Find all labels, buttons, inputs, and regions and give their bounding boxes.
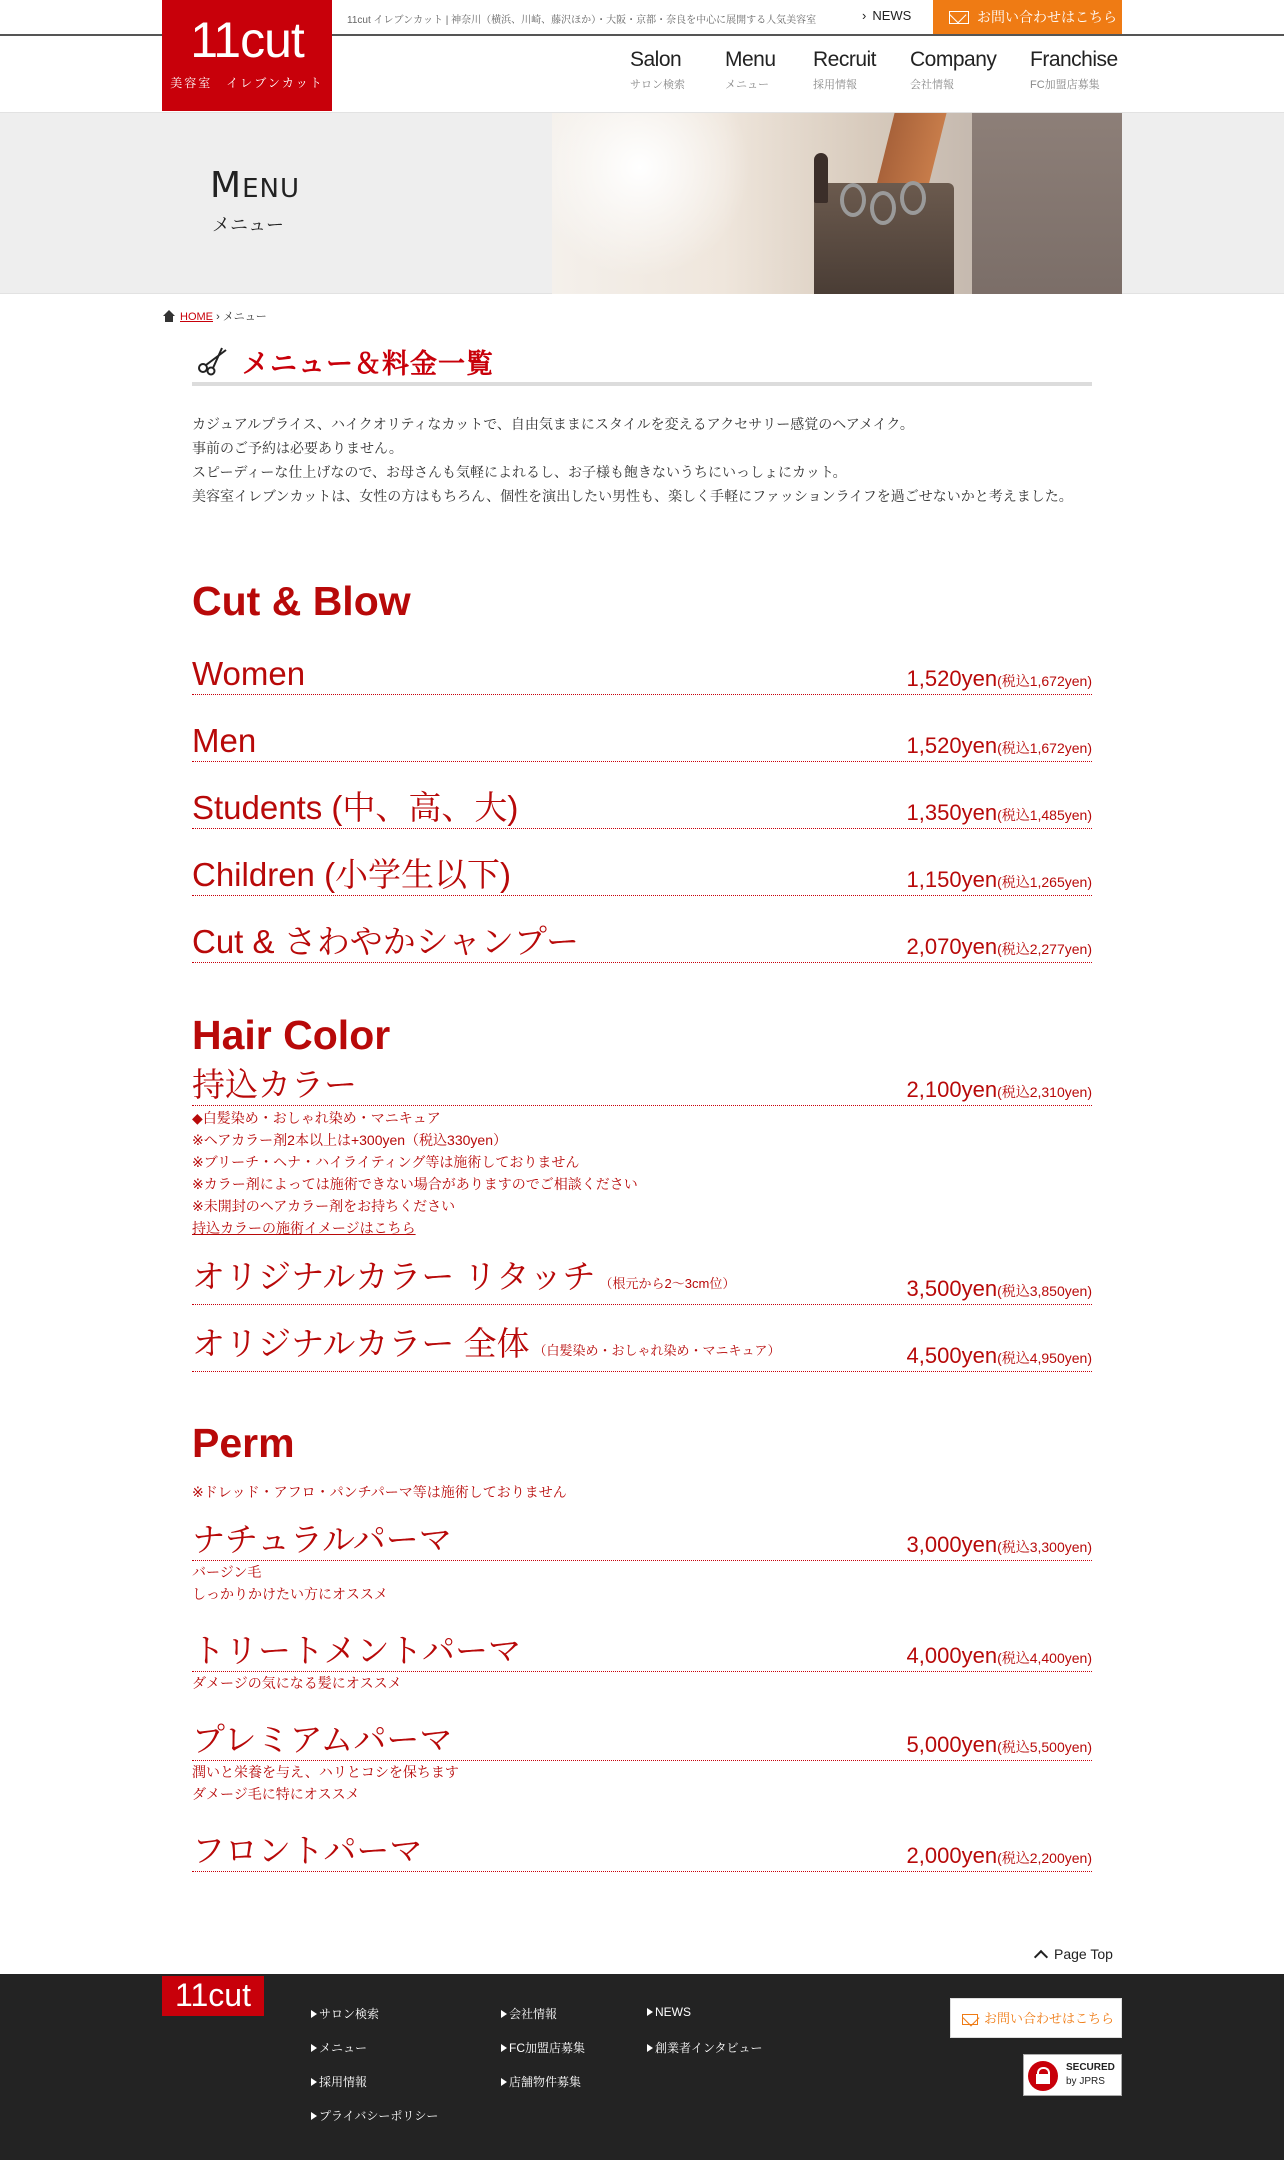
price-value: 1,520yen [906,733,998,758]
triangle-right-icon [311,2078,317,2086]
footer-link-label: 店舗物件募集 [509,2075,582,2089]
triangle-right-icon [647,2044,653,2052]
menu-item-name-text: オリジナルカラー 全体 [192,1325,530,1362]
breadcrumb-current: メニュー [222,311,267,323]
nav-menu-en: Menu [725,48,776,71]
nav-salon-en: Salon [630,48,682,71]
banner-title [210,165,300,206]
menu-item-price [907,733,1092,759]
price-tax: (税込4,950yen) [997,1350,1092,1366]
menu-item-name: ナチュラルパーマ [192,1521,452,1558]
menu-item-name: トリートメントパーマ [192,1632,522,1669]
nav-salon-jp: サロン検索 [630,79,685,91]
price-tax: (税込5,500yen) [997,1739,1092,1755]
price-tax: (税込2,277yen) [997,941,1092,957]
menu-item-price [907,1343,1092,1369]
detail-line: ※未開封のヘアカラー剤をお持ちください [192,1198,456,1214]
menu-item-details [192,1107,638,1239]
contact-button[interactable] [933,0,1122,34]
detail-line: バージン毛 [192,1564,262,1580]
menu-row [192,1832,1092,1872]
page-heading-block [192,334,1092,386]
price-tax: (税込4,400yen) [997,1650,1092,1666]
menu-item-price [907,800,1092,826]
footer-link-franchise[interactable] [501,2039,585,2056]
banner-apron [972,113,1122,294]
price-value: 2,000yen [906,1843,998,1868]
nav-company-jp: 会社情報 [910,79,954,91]
triangle-right-icon [311,2112,317,2120]
banner-scissor-ring [870,191,896,225]
menu-item-price [907,1643,1092,1669]
price-tax: (税込3,850yen) [997,1283,1092,1299]
menu-item-price [907,1276,1092,1302]
menu-row [192,789,1092,829]
menu-item-name: Men [192,722,257,759]
nav-menu[interactable] [725,48,776,98]
triangle-right-icon [501,2044,507,2052]
price-value: 4,500yen [906,1343,998,1368]
price-tax: (税込3,300yen) [997,1539,1092,1555]
price-tax: (税込1,265yen) [997,874,1092,890]
price-value: 3,000yen [906,1532,998,1557]
mail-icon [962,2014,978,2025]
nav-recruit-jp: 採用情報 [813,79,857,91]
menu-item-price [907,934,1092,960]
menu-item-name-text: オリジナルカラー リタッチ [192,1258,596,1295]
price-value: 4,000yen [906,1643,998,1668]
menu-row [192,1066,1092,1106]
logo-subtitle: 美容室 イレブンカット [170,76,324,90]
menu-item-name: Students (中、高、大) [192,789,519,826]
footer-link-label: メニュー [319,2041,368,2055]
price-value: 2,070yen [906,934,998,959]
footer-link-label: FC加盟店募集 [509,2041,585,2055]
site-header [0,0,1284,112]
menu-item-note: （根元から2～3cm位） [599,1276,736,1291]
menu-row [192,1521,1092,1561]
chevron-right-icon: › [862,8,867,23]
price-value: 2,100yen [906,1077,998,1102]
footer-link-label: サロン検索 [319,2007,380,2021]
price-tax: (税込1,672yen) [997,673,1092,689]
intro-text [192,412,1092,508]
price-value: 3,500yen [906,1276,998,1301]
price-value: 5,000yen [906,1732,998,1757]
menu-item-name: Children (小学生以下) [192,856,512,893]
nav-menu-jp: メニュー [725,79,769,91]
banner-bokeh [552,113,772,294]
menu-item-price [907,666,1092,692]
breadcrumb-home-link[interactable]: HOME [180,311,213,323]
site-footer [0,1974,1284,2160]
triangle-right-icon [501,2078,507,2086]
detail-line: ◆白髪染め・おしゃれ染め・マニキュア [192,1110,441,1126]
nav-salon[interactable] [630,48,685,98]
menu-row [192,856,1092,896]
banner-title-rest: ENU [242,174,300,204]
site-tagline: 11cut イレブンカット | 神奈川（横浜、川崎、藤沢ほか）・大阪・京都・奈良を中心に展開する人気美容室 [347,15,817,26]
contact-button-label: お問い合わせはこちら [977,9,1117,25]
intro-line: カジュアルプライス、ハイクオリティなカットで、自由気ままにスタイルを変えるアクセサリー感覚のヘアメイク。 [192,416,914,432]
menu-item-name: 持込カラー [192,1066,357,1103]
footer-link-label: 会社情報 [509,2007,558,2021]
scissors-icon [196,344,228,376]
menu-item-name: プレミアムパーマ [192,1721,453,1758]
price-value: 1,350yen [906,800,998,825]
logo-text: 11cut [190,12,304,68]
footer-link-recruit[interactable] [311,2073,367,2090]
news-link-label: NEWS [872,8,912,23]
triangle-right-icon [311,2010,317,2018]
banner-photo-scissors-pouch [552,113,1122,294]
footer-link-label: 採用情報 [319,2075,368,2089]
page-title: メニュー＆料金一覧 [242,349,494,379]
menu-row [192,1325,1092,1372]
jprs-ssl-badge[interactable] [1023,2054,1122,2096]
menu-row [192,1632,1092,1672]
detail-line: ※ヘアカラー剤2本以上は+300yen（税込330yen） [192,1132,507,1148]
bring-color-image-link[interactable]: 持込カラーの施術イメージはこちら [192,1220,416,1236]
menu-row [192,923,1092,963]
price-tax: (税込1,485yen) [997,807,1092,823]
footer-link-salon[interactable] [311,2005,379,2022]
page-top-link[interactable] [1036,1946,1113,1962]
footer-link-label: NEWS [655,2005,691,2019]
menu-item-name [192,1257,735,1304]
lock-icon [1028,2061,1058,2091]
intro-line: 事前のご予約は必要ありません。 [192,440,403,456]
menu-item-name: Cut & さわやかシャンプー [192,923,580,960]
menu-item-price [907,1532,1092,1558]
footer-contact-button[interactable] [950,1998,1122,2038]
price-tax: (税込2,310yen) [997,1084,1092,1100]
nav-company[interactable] [910,48,996,98]
menu-item-name: フロントパーマ [192,1832,423,1869]
menu-item-details [192,1672,402,1694]
nav-franchise[interactable] [1030,48,1118,98]
price-value: 1,520yen [906,666,998,691]
footer-link-label: 創業者インタビュー [655,2041,763,2055]
menu-item-price [907,1843,1092,1869]
perm-notice: ※ドレッド・アフロ・パンチパーマ等は施術しておりません [192,1484,567,1500]
price-value: 1,150yen [906,867,998,892]
detail-line: 潤いと栄養を与え、ハリとコシを保ちます [192,1764,459,1780]
section-title-cut: Cut & Blow [192,578,411,624]
detail-line: ダメージの気になる髪にオススメ [192,1675,402,1691]
menu-row [192,1258,1092,1305]
intro-line: 美容室イレブンカットは、女性の方はもちろん、個性を演出したい男性も、楽しく手軽にファッションライフを過ごせないかと考えました。 [192,488,1073,504]
nav-franchise-en: Franchise [1030,48,1118,71]
home-icon [162,310,176,322]
triangle-right-icon [311,2044,317,2052]
detail-line: ※ブリーチ・ヘナ・ハイライティング等は施術しておりません [192,1154,580,1170]
intro-line: スピーディーな仕上げなので、お母さんも気軽によれるし、お子様も飽きないうちにいっしょにカット。 [192,464,847,480]
footer-link-company[interactable] [501,2005,557,2022]
breadcrumb [162,308,267,324]
banner-scissor-ring [900,181,926,215]
footer-logo[interactable]: 11cut [162,1976,264,2016]
footer-link-interview[interactable] [647,2039,763,2056]
menu-item-details [192,1761,459,1805]
banner-scissor-ring [840,183,866,217]
price-tax: (税込1,672yen) [997,740,1092,756]
footer-link-label: プライバシーポリシー [319,2109,439,2123]
footer-link-property[interactable] [501,2073,581,2090]
banner-brush [814,153,828,203]
footer-link-news[interactable] [647,2005,691,2019]
detail-line: しっかりかけたい方にオススメ [192,1586,388,1602]
nav-company-en: Company [910,48,997,71]
menu-item-price [907,1732,1092,1758]
mail-icon [949,11,969,24]
footer-link-privacy[interactable] [311,2107,438,2124]
section-title-color: Hair Color [192,1012,391,1058]
menu-row [192,722,1092,762]
menu-item-price [907,867,1092,893]
banner-subtitle: メニュー [212,215,284,235]
badge-line1: SECURED [1066,2062,1115,2073]
footer-contact-label: お問い合わせはこちら [984,2011,1115,2026]
nav-recruit[interactable] [813,48,876,98]
triangle-right-icon [647,2008,653,2016]
menu-item-details [192,1561,388,1605]
page-banner [0,112,1284,294]
news-link[interactable] [862,8,911,23]
nav-franchise-jp: FC加盟店募集 [1030,79,1100,91]
menu-item-price [907,1077,1092,1103]
footer-link-menu[interactable] [311,2039,367,2056]
page-top-label: Page Top [1054,1946,1113,1962]
detail-line: ダメージ毛に特にオススメ [192,1786,360,1802]
section-title-perm: Perm [192,1420,295,1466]
site-logo[interactable] [162,0,332,111]
banner-title-initial: M [210,165,243,206]
chevron-up-icon [1034,1950,1048,1964]
nav-recruit-en: Recruit [813,48,877,71]
menu-item-name: Women [192,655,306,692]
menu-item-name [192,1324,781,1371]
price-tax: (税込2,200yen) [997,1850,1092,1866]
menu-row [192,655,1092,695]
menu-row [192,1721,1092,1761]
breadcrumb-separator: › [216,311,220,323]
badge-line2: by JPRS [1066,2076,1105,2087]
triangle-right-icon [501,2010,507,2018]
detail-line: ※カラー剤によっては施術できない場合がありますのでご相談ください [192,1176,638,1192]
menu-item-note: （白髪染め・おしゃれ染め・マニキュア） [533,1343,781,1358]
